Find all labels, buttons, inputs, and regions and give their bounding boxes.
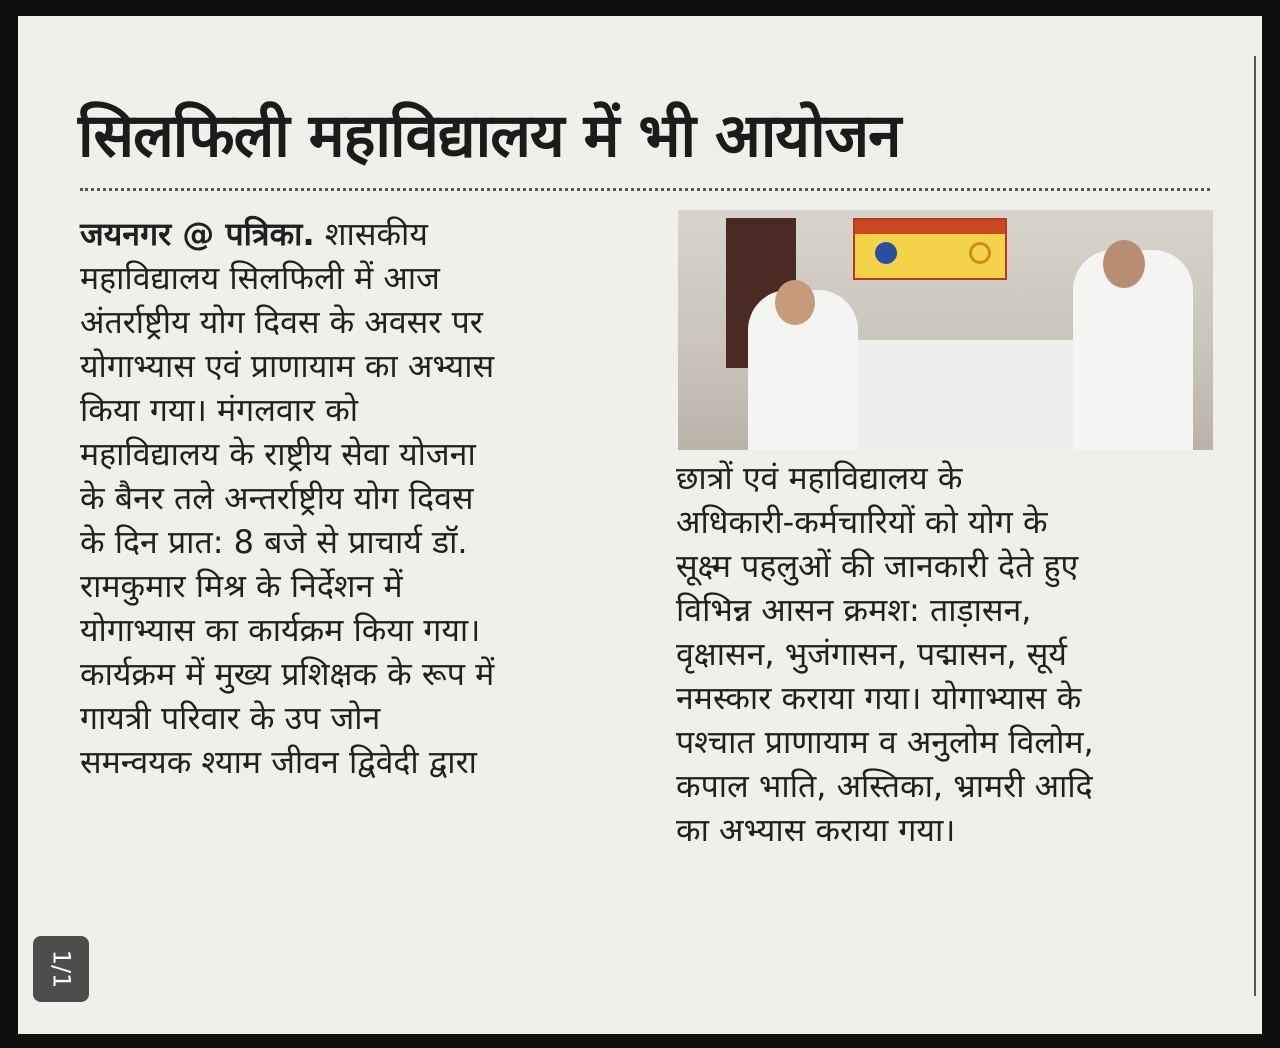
dateline: जयनगर @ पत्रिका. — [80, 215, 315, 253]
column-rule — [1254, 56, 1256, 996]
article-line: योगाभ्यास का कार्यक्रम किया गया। — [80, 611, 481, 649]
article-line: के दिन प्रात: 8 बजे से प्राचार्य डॉ. — [80, 523, 468, 561]
article-line: पश्चात प्राणायाम व अनुलोम विलोम, — [676, 723, 1094, 761]
yoga-event-photo — [678, 210, 1213, 450]
article-line: समन्वयक श्याम जीवन द्विवेदी द्वारा — [80, 743, 477, 781]
article-line: नमस्कार कराया गया। योगाभ्यास के — [676, 679, 1082, 717]
article-line: गायत्री परिवार के उप जोन — [80, 699, 381, 737]
article-line: अंतर्राष्ट्रीय योग दिवस के अवसर पर — [80, 303, 483, 341]
article-line: कपाल भाति, अस्तिका, भ्रामरी आदि — [676, 767, 1093, 805]
article-line: रामकुमार मिश्र के निर्देशन में — [80, 567, 403, 605]
article-line: अधिकारी-कर्मचारियों को योग के — [676, 503, 1048, 541]
article-column-left — [80, 212, 640, 784]
photo-banner — [853, 218, 1007, 280]
photo-person-right-head — [1103, 240, 1145, 288]
article-line: महाविद्यालय के राष्ट्रीय सेवा योजना — [80, 435, 476, 473]
article-line: का अभ्यास कराया गया। — [676, 811, 956, 849]
banner-emblem-icon — [875, 242, 897, 264]
photo-person-left-head — [775, 280, 815, 325]
article-line: योगाभ्यास एवं प्राणायाम का अभ्यास — [80, 347, 495, 385]
banner-circle-icon — [969, 242, 991, 264]
article-line: महाविद्यालय सिलफिली में आज — [80, 259, 440, 297]
article-line: के बैनर तले अन्तर्राष्ट्रीय योग दिवस — [80, 479, 474, 517]
article-line: सूक्ष्म पहलुओं की जानकारी देते हुए — [676, 547, 1079, 585]
article-line: वृक्षासन, भुजंगासन, पद्मासन, सूर्य — [676, 635, 1067, 673]
article-line: कार्यक्रम में मुख्य प्रशिक्षक के रूप में — [80, 655, 495, 693]
headline-divider — [80, 188, 1210, 191]
article-text: शासकीय — [324, 215, 428, 253]
article-line: विभिन्न आसन क्रमश: ताड़ासन, — [676, 591, 1032, 629]
article-column-right — [676, 456, 1236, 852]
page-indicator[interactable]: 1/1 — [33, 936, 89, 1002]
newspaper-clipping — [18, 16, 1262, 1034]
article-line — [80, 212, 640, 256]
headline: सिलफिली महाविद्यालय में भी आयोजन — [78, 101, 901, 171]
article-line: छात्रों एवं महाविद्यालय के — [676, 459, 963, 497]
article-line: किया गया। मंगलवार को — [80, 391, 359, 429]
